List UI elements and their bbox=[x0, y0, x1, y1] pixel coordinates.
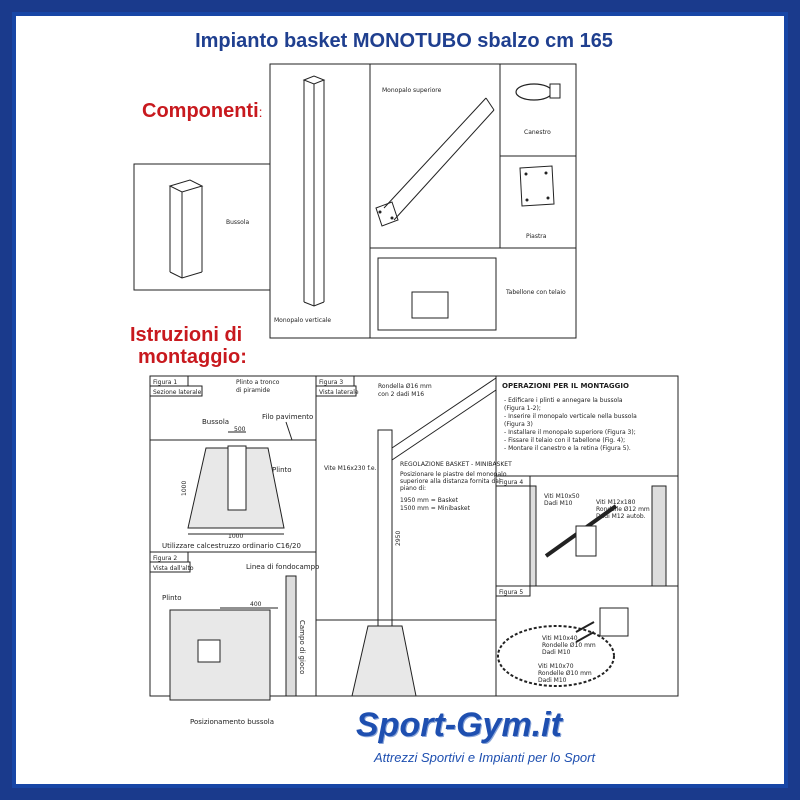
instructions-heading-1: Istruzioni di bbox=[130, 324, 243, 346]
canestro-label: Canestro bbox=[524, 129, 551, 136]
monopalo-verticale-label: Monopalo verticale bbox=[274, 317, 332, 324]
fig1-dim-top: 500 bbox=[234, 426, 246, 433]
operations-step: - Inserire il monopalo verticale nella bussola bbox=[504, 413, 637, 420]
fig1-dim-bottom: 1000 bbox=[228, 533, 244, 540]
fig5-v5: Rondelle Ø10 mm bbox=[538, 670, 592, 677]
fig5-v2: Rondelle Ø10 mm bbox=[542, 642, 596, 649]
operations-title: OPERAZIONI PER IL MONTAGGIO bbox=[502, 382, 629, 390]
instructions-heading-2: montaggio: bbox=[138, 346, 247, 368]
fig3-reg-1: Posizionare le piastre del monopalo bbox=[400, 471, 507, 478]
fig1-filo: Filo pavimento bbox=[262, 413, 314, 421]
fig3-reg-2: superiore alla distanza fornita dal bbox=[400, 478, 501, 485]
fig3-dadi: con 2 dadi M16 bbox=[378, 391, 425, 398]
fig1-plinto-title-1: Plinto a tronco bbox=[236, 379, 280, 386]
fig1-dim-side: 1000 bbox=[181, 480, 188, 496]
fig3-vite: Vite M16x230 f.e. bbox=[324, 465, 377, 472]
fig4-label: Figura 4 bbox=[499, 479, 524, 486]
fig2-plinto: Plinto bbox=[162, 594, 182, 602]
fig5-v3: Dadi M10 bbox=[542, 649, 571, 656]
monopalo-superiore-label: Monopalo superiore bbox=[382, 87, 442, 94]
fig1-plinto: Plinto bbox=[272, 466, 292, 474]
operations-step: - Fissare il telaio con il tabellone (Fig. 4); bbox=[504, 437, 626, 444]
fig5-v4: Viti M10x70 bbox=[538, 663, 574, 670]
fig1-subtitle: Sezione laterale bbox=[153, 389, 202, 396]
fig3-pole bbox=[378, 430, 392, 626]
fig4-v3: Viti M12x180 bbox=[596, 499, 636, 506]
fig3-reg-4: 1950 mm = Basket bbox=[400, 497, 458, 504]
fig4-v4: Rondelle Ø12 mm bbox=[596, 506, 650, 513]
fig2-caption: Posizionamento bussola bbox=[190, 718, 274, 726]
operations-step: (Figura 1-2); bbox=[504, 405, 541, 412]
page-title: Impianto basket MONOTUBO sbalzo cm 165 bbox=[195, 30, 613, 52]
fig3-reg-title: REGOLAZIONE BASKET - MINIBASKET bbox=[400, 461, 512, 468]
fig3-label: Figura 3 bbox=[319, 379, 344, 386]
components-heading: Componenti: bbox=[142, 100, 263, 122]
brand-tagline: Attrezzi Sportivi e Impianti per lo Sport bbox=[374, 750, 596, 765]
operations-step: - Installare il monopalo superiore (Figura 3); bbox=[504, 429, 636, 436]
fig2-subtitle: Vista dall'alto bbox=[153, 565, 194, 572]
tabellone-label: Tabellone con telaio bbox=[506, 289, 566, 296]
fig2-fondocampo-line bbox=[286, 576, 296, 696]
operations-step: (Figura 3) bbox=[504, 421, 533, 428]
page-frame bbox=[12, 12, 788, 788]
fig1-bussola-shape bbox=[228, 446, 246, 510]
fig1-bussola: Bussola bbox=[202, 418, 230, 426]
bussola-label: Bussola bbox=[226, 219, 250, 226]
fig3-dim: 2950 bbox=[395, 530, 402, 546]
fig5-v1: Viti M10x40 bbox=[542, 635, 578, 642]
brand-logo: Sport-Gym.it bbox=[356, 706, 562, 744]
fig2-dim: 400 bbox=[250, 601, 262, 608]
instructions-diagram bbox=[16, 16, 792, 792]
operations-step: - Edificare i plinti e annegare la bussola bbox=[504, 397, 623, 404]
fig3-reg-5: 1500 mm = Minibasket bbox=[400, 505, 470, 512]
piastra-label: Piastra bbox=[526, 233, 547, 240]
fig2-campo: Campo di gioco bbox=[298, 620, 306, 675]
fig3-rondella: Rondella Ø16 mm bbox=[378, 383, 432, 390]
fig1-note: Utilizzare calcestruzzo ordinario C16/20 bbox=[162, 542, 301, 550]
fig5-v6: Dadi M10 bbox=[538, 677, 567, 684]
fig4-v1: Viti M10x50 bbox=[544, 493, 580, 500]
fig2-label: Figura 2 bbox=[153, 555, 178, 562]
fig3-subtitle: Vista laterale bbox=[319, 389, 359, 396]
operations-step: - Montare il canestro e la retina (Figura 5). bbox=[504, 445, 631, 452]
fig3-reg-3: piano di: bbox=[400, 485, 427, 492]
fig4-v2: Dadi M10 bbox=[544, 500, 573, 507]
fig5-label: Figura 5 bbox=[499, 589, 524, 596]
fig2-linea: Linea di fondocampo bbox=[246, 563, 320, 571]
fig4-v5: Dadi M12 autob. bbox=[596, 513, 646, 520]
fig1-label: Figura 1 bbox=[153, 379, 178, 386]
fig1-plinto-title-2: di piramide bbox=[236, 387, 271, 394]
